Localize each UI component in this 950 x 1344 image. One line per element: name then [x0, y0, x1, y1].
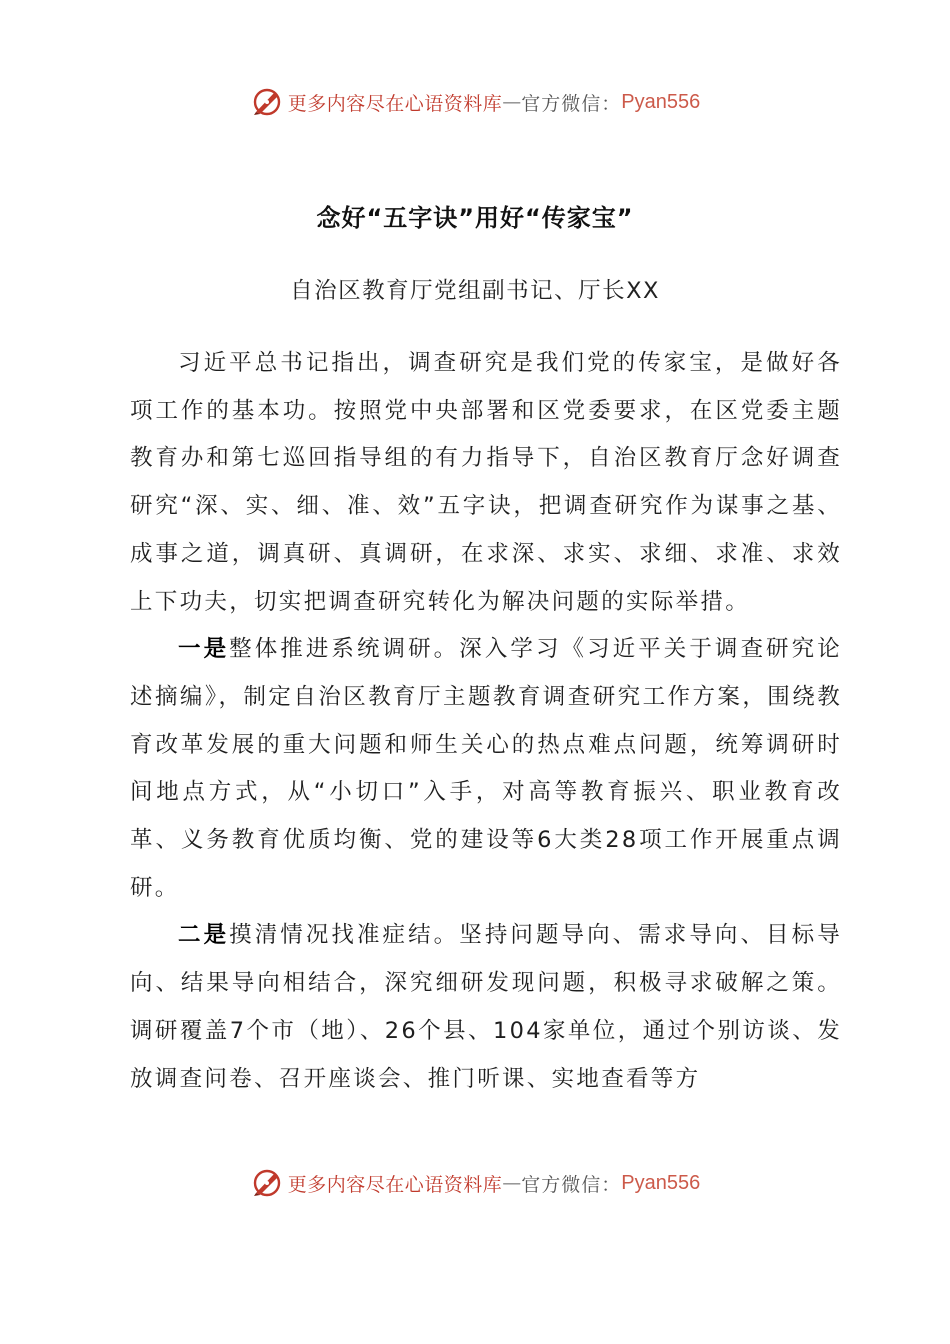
paragraph-two-text: 摸清情况找准症结。坚持问题导向、需求导向、目标导向、结果导向相结合，深究细研发现问题，积极寻求破解之策。调研覆盖7个市（地）、26个县、104家单位，通过个别访谈、发放调查问卷、召开座谈会、推门听课、实地查看等方 [130, 922, 842, 1092]
footer-wechat-id: Pyan556 [621, 1171, 701, 1194]
banner-slogan: 更多内容尽在心语资料库 [287, 92, 503, 115]
paragraph-one [130, 626, 842, 912]
paragraph-two [130, 912, 842, 1103]
pen-logo-icon [250, 85, 284, 119]
header-banner [0, 82, 950, 122]
footer-slogan: 更多内容尽在心语资料库 [287, 1173, 503, 1196]
pen-logo-icon [250, 1166, 284, 1200]
document-body [130, 340, 842, 1103]
paragraph-one-lead: 一是 [178, 636, 230, 663]
footer-dash: — [502, 1172, 522, 1194]
footer-banner [0, 1163, 950, 1203]
paragraph-two-lead: 二是 [178, 922, 230, 949]
intro-paragraph: 习近平总书记指出，调查研究是我们党的传家宝，是做好各项工作的基本功。按照党中央部署和区党委要求，在区党委主题教育办和第七巡回指导组的有力指导下，自治区教育厅念好调查研究“深、实、细、准、效”五字诀，把调查研究作为谋事之基、成事之道，调真研、真调研，在求深、求实、求细、求准、求效上下功夫，切实把调查研究转化为解决问题的实际举措。 [130, 350, 842, 615]
document-title: 念好“五字诀”用好“传家宝” [316, 204, 634, 232]
banner-wechat-label: 官方微信： [521, 92, 622, 115]
banner-wechat-id: Pyan556 [621, 90, 701, 113]
paragraph-one-text: 整体推进系统调研。深入学习《习近平关于调查研究论述摘编》，制定自治区教育厅主题教育调查研究工作方案，围绕教育改革发展的重大问题和师生关心的热点难点问题，统筹调研时间地点方式，从“小切口”入手，对高等教育振兴、职业教育改革、义务教育优质均衡、党的建设等6大类28项工作开展重点调研。 [130, 636, 842, 901]
banner-dash: — [502, 91, 522, 113]
document-author: 自治区教育厅党组副书记、厅长XX [290, 278, 660, 304]
footer-wechat-label: 官方微信： [521, 1173, 622, 1196]
